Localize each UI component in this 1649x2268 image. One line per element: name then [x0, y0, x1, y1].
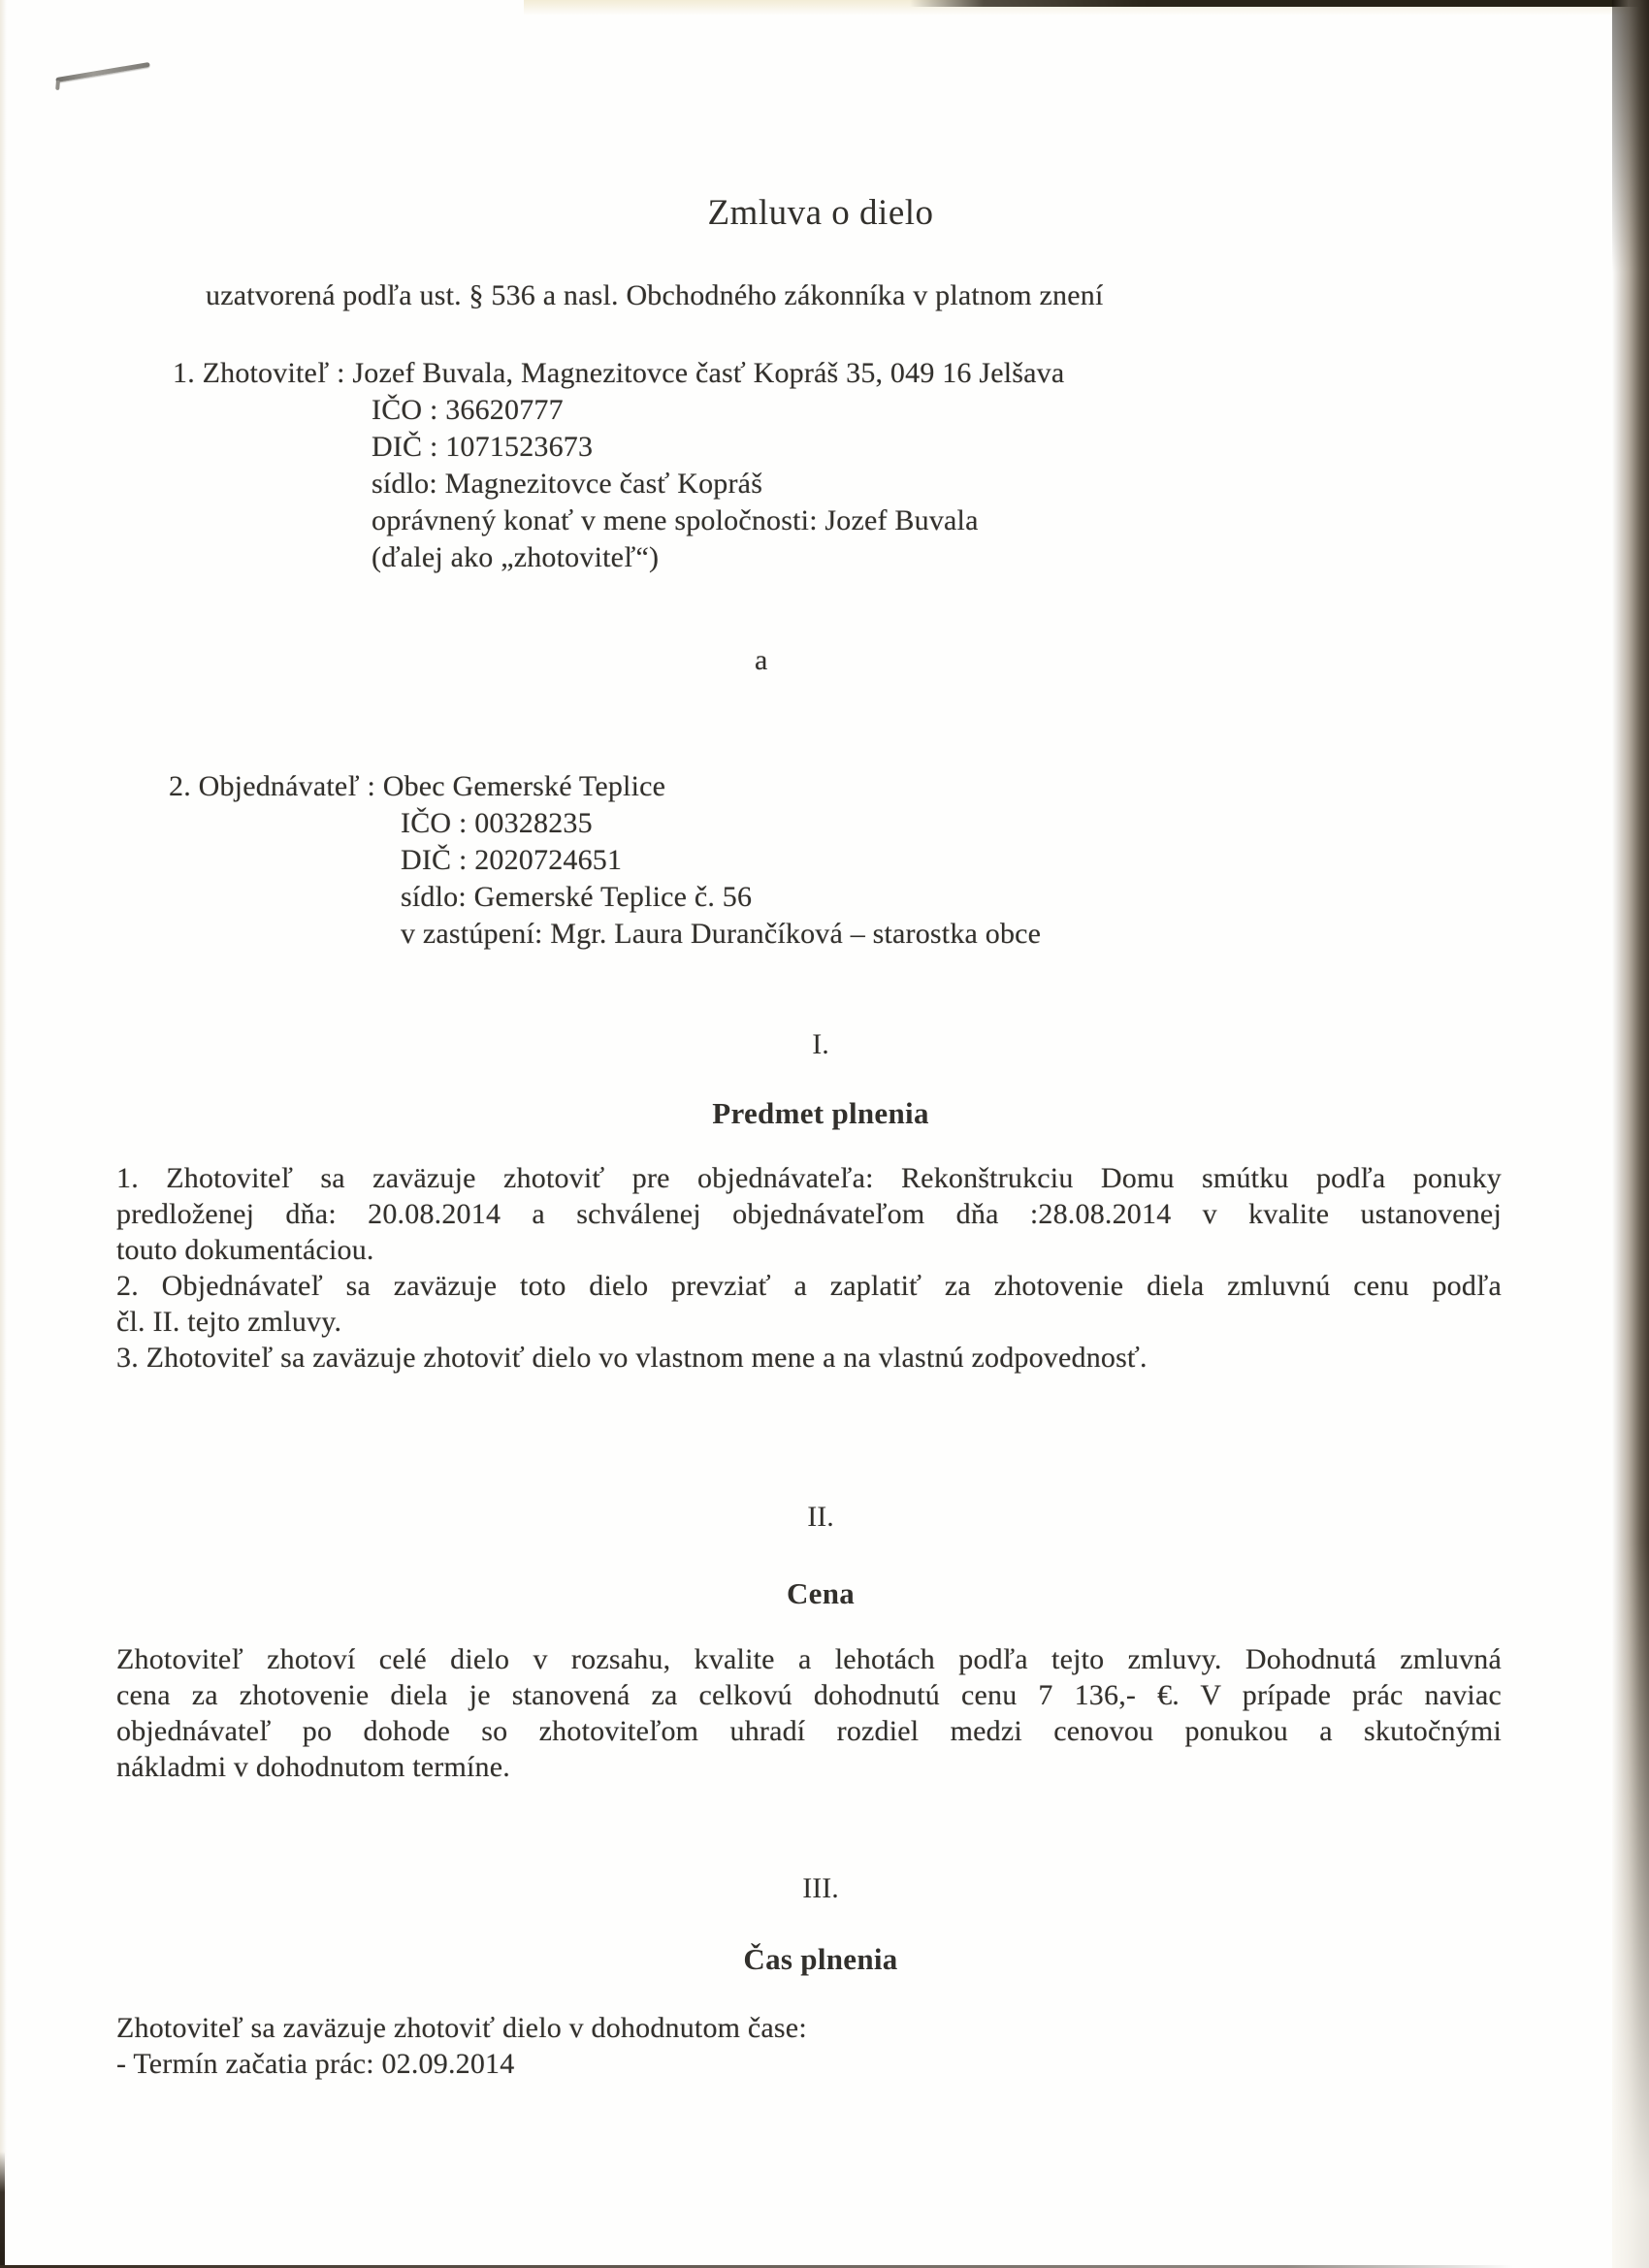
contractor-heading: 1. Zhotoviteľ : Jozef Buvala, Magnezitovce časť Kopráš 35, 049 16 Jelšava	[173, 357, 1065, 389]
section-1-line: predloženej dňa: 20.08.2014 a schválenej objednávateľom dňa :28.08.2014 v kvalite ustanovenej	[116, 1198, 1502, 1230]
section-3-line: Zhotoviteľ sa zaväzuje zhotoviť dielo v dohodnutom čase:	[116, 2012, 807, 2044]
section-2-numeral: II.	[807, 1501, 834, 1533]
client-dic: DIČ : 2020724651	[401, 844, 623, 876]
scan-edge-left	[0, 0, 7, 2268]
conjunction-a: a	[755, 644, 768, 676]
client-heading: 2. Objednávateľ : Obec Gemerské Teplice	[169, 770, 666, 802]
client-ico: IČO : 00328235	[401, 807, 593, 839]
scan-edge-right-shadow	[1612, 0, 1649, 2268]
section-3-numeral: III.	[802, 1872, 839, 1904]
section-1-heading: Predmet plnenia	[712, 1096, 929, 1130]
contractor-dic: DIČ : 1071523673	[372, 431, 594, 463]
client-representative: v zastúpení: Mgr. Laura Durančíková – starostka obce	[401, 918, 1042, 950]
section-1-line: touto dokumentáciou.	[116, 1234, 374, 1266]
section-2-line: nákladmi v dohodnutom termíne.	[116, 1751, 510, 1783]
contractor-ico: IČO : 36620777	[372, 394, 564, 426]
section-2-line: cena za zhotovenie diela je stanovená za celkovú dohodnutú cenu 7 136,- €. V prípade prác naviac	[116, 1679, 1502, 1711]
contractor-alias: (ďalej ako „zhotoviteľ“)	[372, 541, 660, 573]
document-title: Zmluva o dielo	[707, 193, 934, 233]
scan-artifact-stroke	[55, 62, 149, 82]
scan-edge-bottom-left	[0, 2152, 5, 2268]
section-2-heading: Cena	[786, 1576, 856, 1610]
section-3-heading: Čas plnenia	[743, 1942, 898, 1976]
contractor-authorized: oprávnený konať v mene spoločnosti: Jozef Buvala	[372, 504, 979, 536]
section-1-numeral: I.	[812, 1028, 829, 1060]
client-sidlo: sídlo: Gemerské Teplice č. 56	[401, 881, 753, 913]
section-2-line: objednávateľ po dohode so zhotoviteľom uhradí rozdiel medzi cenovou ponukou a skutočnými	[116, 1715, 1502, 1747]
section-2-line: Zhotoviteľ zhotoví celé dielo v rozsahu, kvalite a lehotách podľa tejto zmluvy. Dohodnutá zmluvná	[116, 1643, 1502, 1675]
section-1-line: 3. Zhotoviteľ sa zaväzuje zhotoviť dielo vo vlastnom mene a na vlastnú zodpovednosť.	[116, 1342, 1148, 1374]
scan-edge-top-dark	[910, 0, 1649, 7]
section-3-line: - Termín začatia prác: 02.09.2014	[116, 2048, 515, 2080]
section-1-line: čl. II. tejto zmluvy.	[116, 1306, 342, 1338]
document-subtitle: uzatvorená podľa ust. § 536 a nasl. Obchodného zákonníka v platnom znení	[206, 279, 1104, 311]
section-1-line: 2. Objednávateľ sa zaväzuje toto dielo prevziať a zaplatiť za zhotovenie diela zmluvnú cenu podľa	[116, 1270, 1502, 1302]
contractor-sidlo: sídlo: Magnezitovce časť Kopráš	[372, 468, 763, 500]
section-1-line: 1. Zhotoviteľ sa zaväzuje zhotoviť pre objednávateľa: Rekonštrukciu Domu smútku podľa ponuky	[116, 1162, 1502, 1194]
